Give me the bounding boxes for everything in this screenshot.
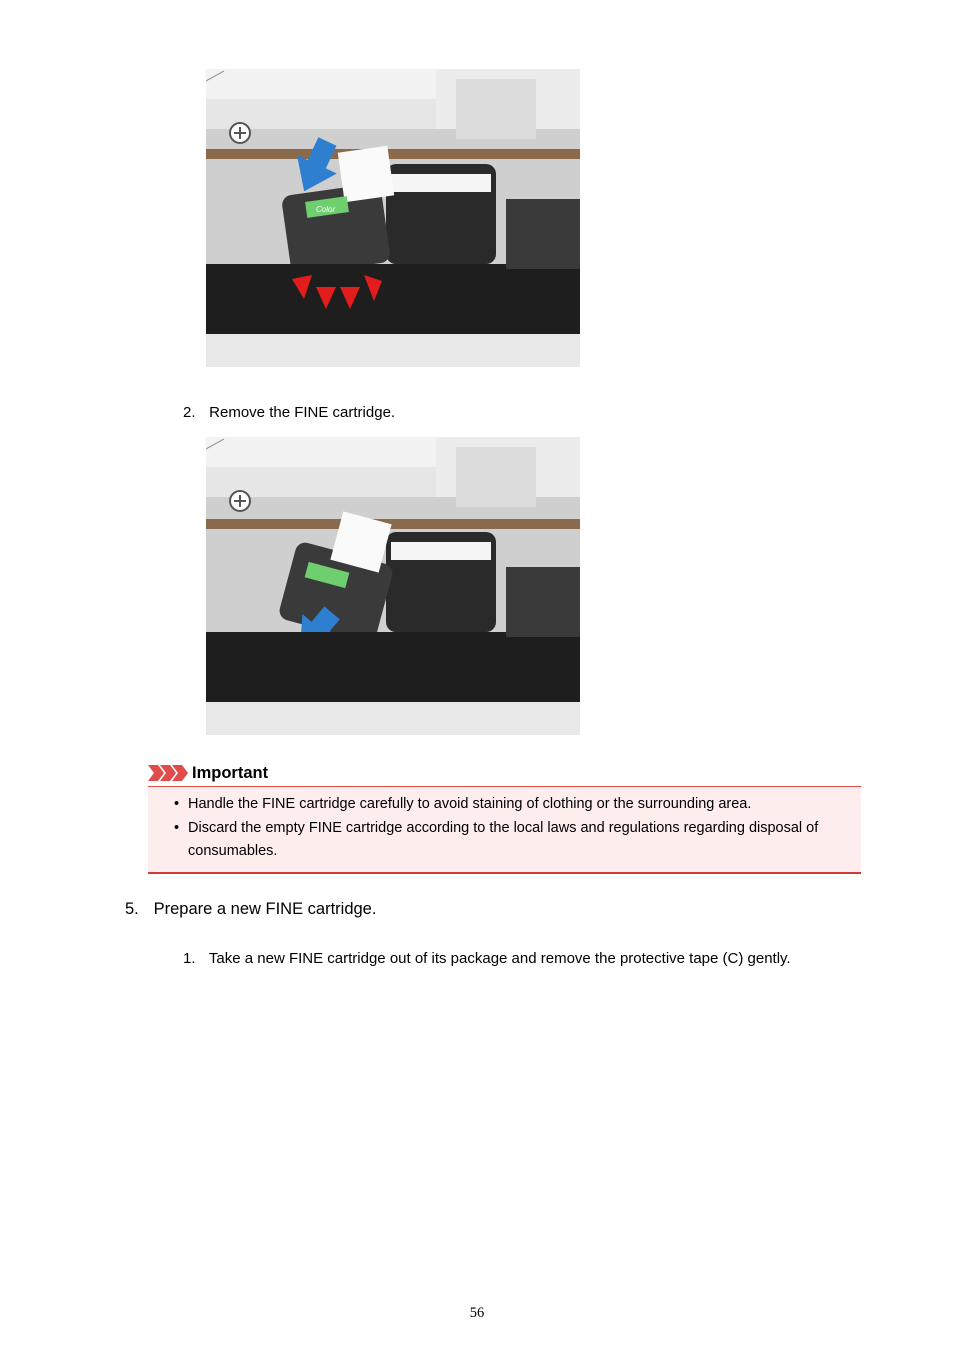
important-notice bbox=[148, 760, 861, 874]
step-number: 1. bbox=[183, 950, 196, 967]
step-text: Take a new FINE cartridge out of its package and remove the protective tape (C) gently. bbox=[208, 950, 791, 967]
bullet: • bbox=[174, 819, 180, 836]
bullet: • bbox=[174, 796, 180, 812]
important-box bbox=[148, 786, 861, 874]
important-header bbox=[148, 760, 861, 786]
important-item-text: Handle the FINE cartridge carefully to avoid staining of clothing or the surrounding area. bbox=[188, 796, 752, 812]
step-number: 5. bbox=[125, 900, 139, 918]
important-list bbox=[172, 793, 853, 864]
important-item-text: Discard the empty FINE cartridge according to the local laws and regulations regarding disposal of consumables. bbox=[188, 819, 819, 859]
figure-push-cartridge bbox=[206, 69, 580, 367]
important-title: Important bbox=[192, 763, 269, 782]
figure-remove-cartridge bbox=[206, 437, 580, 735]
step-prepare-cartridge bbox=[125, 900, 376, 919]
step-text: Remove the FINE cartridge. bbox=[209, 404, 396, 421]
substep-remove-cartridge bbox=[183, 404, 395, 421]
cartridge-color-label: Color bbox=[316, 205, 336, 214]
step-text: Prepare a new FINE cartridge. bbox=[153, 900, 377, 918]
page-number: 56 bbox=[469, 1305, 485, 1321]
red-chevron-arrows-icon bbox=[148, 765, 188, 781]
substep-take-new-cartridge bbox=[183, 950, 791, 967]
list-item bbox=[172, 793, 853, 817]
step-number: 2. bbox=[183, 404, 196, 421]
list-item bbox=[172, 817, 853, 864]
